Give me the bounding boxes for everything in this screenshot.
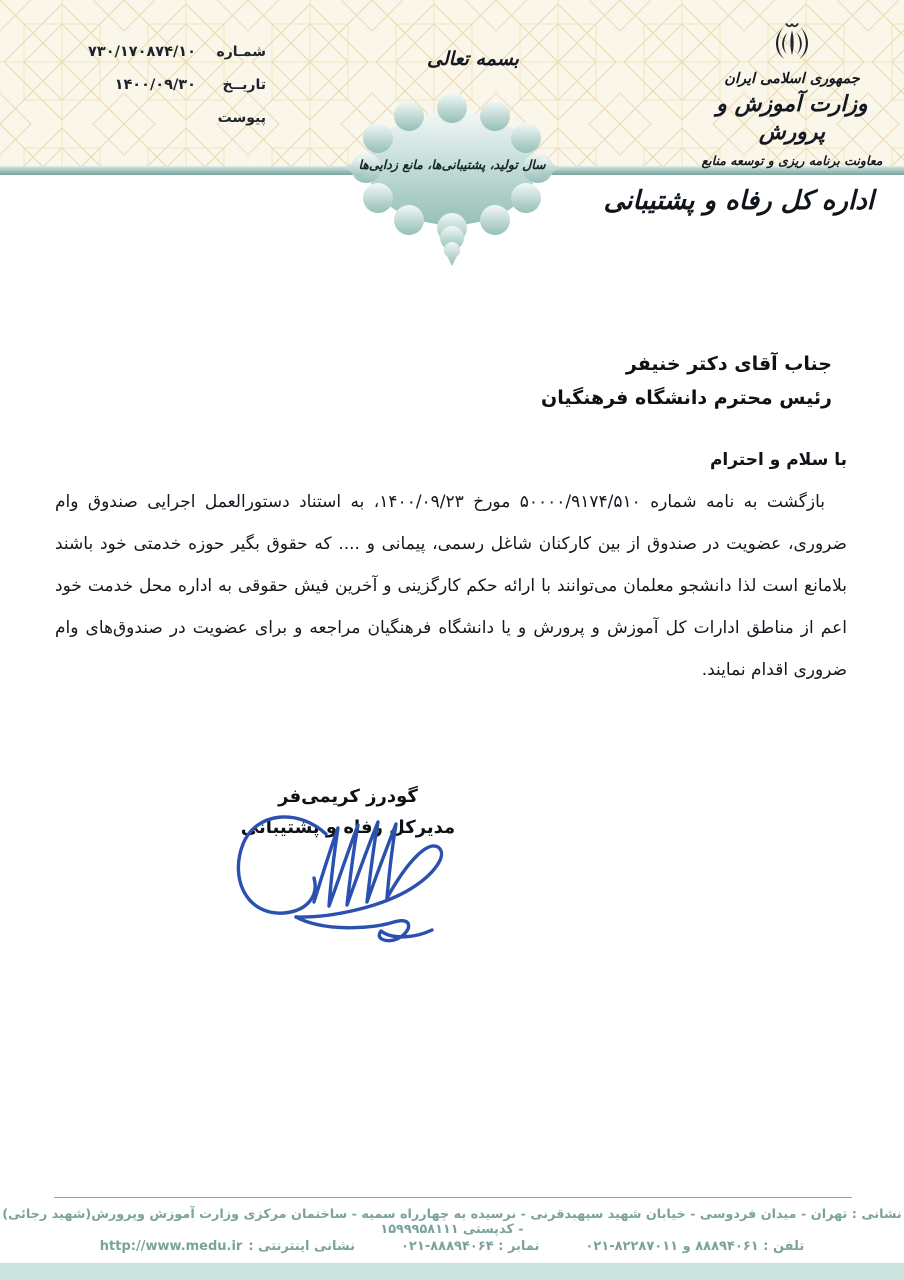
number-label: شمـاره [216,44,266,60]
number-value: ۷۳۰/۱۷۰۸۷۴/۱۰ [88,44,196,60]
signature-name: گودرز کریمی‌فر [278,786,418,807]
body-line: بازگشت به نامه شماره ۵۰۰۰۰/۹۱۷۴/۵۱۰ مورخ ۱۴۰۰/۰۹/۲۳، به استناد دستورالعمل اجرایی صندوق وام [55,492,825,512]
government-block [692,18,892,170]
footer-phone: تلفن : ۸۸۸۹۴۰۶۱ و ۸۲۲۸۷۰۱۱-۰۲۱ [585,1239,805,1254]
body-paragraph [55,481,847,691]
body-line: ضروری، عضویت در صندوق از بین کارکنان شاغل رسمی، پیمانی و .... که حقوق بگیر حوزه خدمتی خود باشند [55,534,847,554]
recipient-title: رئیس محترم دانشگاه فرهنگیان [541,387,832,409]
footer-web-url: http://www.medu.ir [99,1239,243,1254]
office-title: اداره کل رفاه و پشتیبانی [603,186,874,216]
field-row-attachment [26,110,266,126]
handwritten-signature-icon [226,800,460,960]
date-value: ۱۴۰۰/۰۹/۳۰ [114,77,196,93]
field-row-number [26,44,266,60]
footer-band [0,1263,904,1280]
salutation: با سلام و احترام [709,450,847,470]
footer-fax: نمابر : ۸۸۸۹۴۰۶۴-۰۲۱ [401,1239,540,1254]
date-label: تاریــخ [222,77,266,93]
attachment-label: پیوست [217,110,266,126]
year-slogan: سال تولید، پشتیبانی‌ها، مانع زدایی‌ها [358,157,546,172]
signature-title: مدیرکل رفاه و پشتیبانی [240,817,456,838]
footer-address: نشانی : تهران - میدان فردوسی - خیابان شهید سپهبدقرنی - نرسیده به چهارراه سمیه - ساختمان مرکزی وزارت آموزش وپرورش(شهید رجائی) - کدپستی ۱۵۹۹۹۵۸۱۱۱ [2,1207,902,1237]
iran-emblem-icon [769,18,815,66]
year-medallion [344,90,560,266]
body-line: اعم از مناطق ادارات کل آموزش و پرورش و یا دانشگاه فرهنگیان مراجعه و برای عضویت در صندوق‌های وام [55,618,847,638]
reference-fields [26,44,266,143]
footer-contacts [0,1239,904,1254]
recipient-name: جناب آقای دکتر خنیفر [625,353,832,375]
field-row-date [26,77,266,93]
deputy-title: معاونت برنامه ریزی و توسعه منابع [701,153,883,168]
footer-web-label: نشانی اینترنتی : [248,1239,355,1254]
country-title: جمهوری اسلامی ایران [724,71,860,87]
recipient-block [541,347,832,415]
footer-divider [54,1197,852,1198]
bismillah: بسمه تعالی [427,48,519,70]
body-line: ضروری اقدام نمایند. [701,660,847,680]
footer-web [100,1239,355,1254]
ministry-title: وزارت آموزش و پرورش [716,92,868,145]
body-line: بلامانع است لذا دانشجو معلمان می‌توانند با ارائه حکم کارگزینی و آخرین فیش حقوقی به اداره محل خدمت خود [55,576,847,596]
